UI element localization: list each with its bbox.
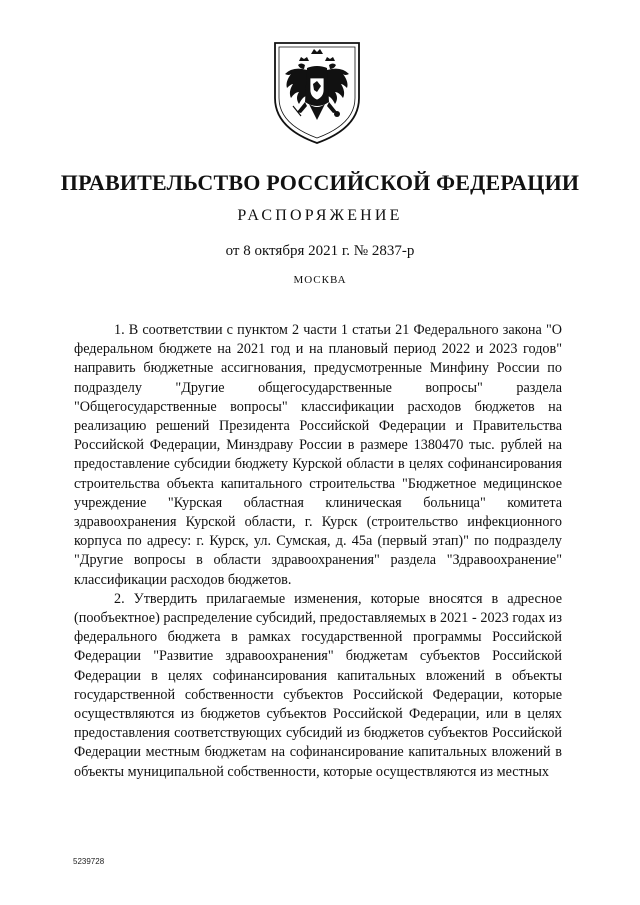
document-type: РАСПОРЯЖЕНИЕ bbox=[237, 207, 403, 224]
document-city: МОСКВА bbox=[293, 274, 347, 286]
coat-of-arms-emblem bbox=[271, 40, 363, 146]
document-code: 5239728 bbox=[73, 857, 105, 866]
document-body bbox=[74, 321, 562, 782]
document-date-number: от 8 октября 2021 г. № 2837-р bbox=[225, 243, 415, 259]
organization-title: ПРАВИТЕЛЬСТВО РОССИЙСКОЙ ФЕДЕРАЦИИ bbox=[60, 170, 580, 195]
paragraph-2: 2. Утвердить прилагаемые изменения, которые вносятся в адресное (пообъектное) распределение субсидий, предоставляемых в 2021 - 2023 годах из федерального бюджета в рамках государственной программы Российской Федерации "Развитие здравоохранения" бюджетам субъектов Российской Федерации в целях софинансирования капитальных вложений в объекты государственной собственности субъектов Российской Федерации, которые осуществляются из бюджетов субъектов Российской Федерации, или в целях предоставления соответствующих субсидий из бюджетов субъектов Российской Федерации местным бюджетам на софинансирование капитальных вложений в объекты муниципальной собственности, которые осуществляются из местных bbox=[74, 590, 562, 780]
paragraph-1: 1. В соответствии с пунктом 2 части 1 статьи 21 Федерального закона "О федеральном бюджете на 2021 год и на плановый период 2022 и 2023 годов" направить бюджетные ассигнования, предусмотренные Минфину России по подразделу "Другие общегосударственные вопросы" раздела "Общегосударственные вопросы" классификации расходов бюджетов на реализацию решений Президента Российской Федерации и Правительства Российской Федерации, Минздраву России в размере 1380470 тыс. рублей на предоставление субсидии бюджету Курской области в целях софинансирования строительства объекта капитального строительства "Бюджетное медицинское учреждение "Курская областная клиническая больница" комитета здравоохранения Курской области, г. Курск (строительство инфекционного корпуса по адресу: г. Курск, ул. Сумская, д. 45а (первый этап)" по подразделу "Другие вопросы в области здравоохранения" раздела "Здравоохранение" классификации расходов бюджетов. bbox=[74, 322, 562, 588]
